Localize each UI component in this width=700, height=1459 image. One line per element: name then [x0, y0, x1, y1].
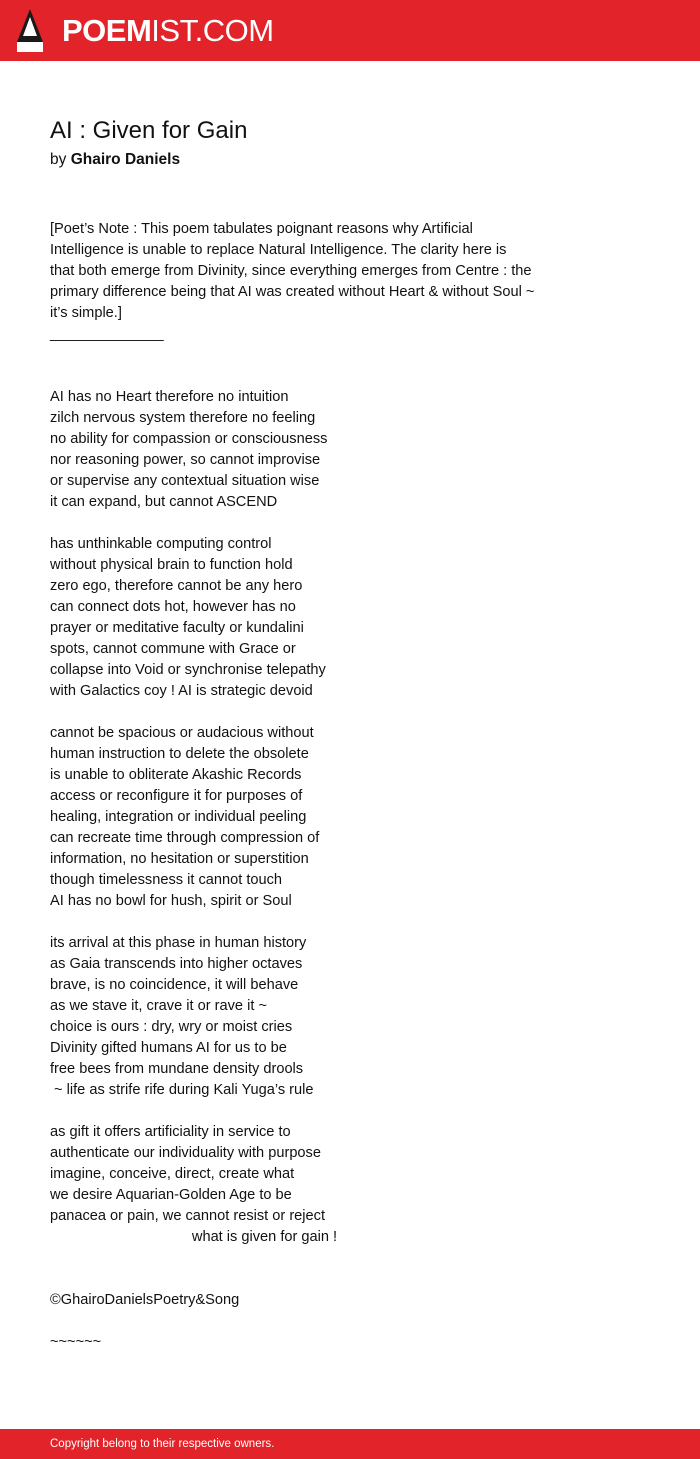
poem-line — [50, 702, 610, 723]
poem-line: ©GhairoDanielsPoetry&Song — [50, 1292, 240, 1308]
poem-line: human instruction to delete the obsolete — [50, 746, 309, 762]
poem-line: [Poet’s Note : This poem tabulates poignant reasons why Artificial — [50, 221, 473, 237]
by-label: by — [50, 151, 67, 168]
poem-line: it can expand, but cannot ASCEND — [50, 494, 278, 510]
poem-line: primary difference being that AI was created without Heart & without Soul ~ — [50, 284, 535, 300]
poem-line: is unable to obliterate Akashic Records — [50, 767, 302, 783]
poem-line: prayer or meditative faculty or kundalini — [50, 620, 304, 636]
poem-line: free bees from mundane density drools — [50, 1061, 304, 1077]
poem-line: panacea or pain, we cannot resist or reject — [50, 1208, 326, 1224]
poem-line: information, no hesitation or superstition — [50, 851, 309, 867]
site-header — [0, 0, 700, 61]
poem-line: no ability for compassion or consciousness — [50, 431, 328, 447]
poem-line: ~ life as strife rife during Kali Yuga’s rule — [50, 1082, 314, 1098]
poem-line: zilch nervous system therefore no feeling — [50, 410, 316, 426]
poem-line: collapse into Void or synchronise telepathy — [50, 662, 326, 678]
poem-line: with Galactics coy ! AI is strategic devoid — [50, 683, 313, 699]
poem-line: what is given for gain ! — [50, 1229, 338, 1245]
poem-line — [50, 1248, 610, 1269]
poem-line — [50, 1311, 610, 1332]
poem-line: AI has no bowl for hush, spirit or Soul — [50, 893, 292, 909]
poem-line — [50, 345, 610, 366]
poem-line: brave, is no coincidence, it will behave — [50, 977, 299, 993]
site-footer — [0, 1429, 700, 1459]
logo-text-bold: POEM — [62, 13, 152, 48]
poem-line: as gift it offers artificiality in service to — [50, 1124, 291, 1140]
poem-line: nor reasoning power, so cannot improvise — [50, 452, 321, 468]
poem-title: AI : Given for Gain — [50, 117, 248, 144]
poem-line — [50, 1101, 610, 1122]
poem-line: can connect dots hot, however has no — [50, 599, 296, 615]
poem-line: as we stave it, crave it or rave it ~ — [50, 998, 267, 1014]
poem-line: imagine, conceive, direct, create what — [50, 1166, 295, 1182]
poem-line: AI has no Heart therefore no intuition — [50, 389, 289, 405]
byline — [50, 150, 610, 170]
poem-line: without physical brain to function hold — [50, 557, 293, 573]
site-logo[interactable] — [62, 11, 274, 51]
poem-line: spots, cannot commune with Grace or — [50, 641, 296, 657]
poem-line: though timelessness it cannot touch — [50, 872, 283, 888]
poem-line — [50, 1269, 610, 1290]
poem-line: cannot be spacious or audacious without — [50, 725, 314, 741]
poem-line: access or reconfigure it for purposes of — [50, 788, 303, 804]
poem-line: that both emerge from Divinity, since everything emerges from Centre : the — [50, 263, 532, 279]
footer-copyright: Copyright belong to their respective owners. — [50, 1438, 275, 1450]
pencil-logo-icon[interactable] — [17, 9, 43, 52]
poem-line: we desire Aquarian-Golden Age to be — [50, 1187, 292, 1203]
poem-line: Intelligence is unable to replace Natural Intelligence. The clarity here is — [50, 242, 507, 258]
logo-text-light: IST.COM — [151, 13, 274, 48]
poem-line: choice is ours : dry, wry or moist cries — [50, 1019, 293, 1035]
poem-line: or supervise any contextual situation wise — [50, 473, 320, 489]
poem-line: its arrival at this phase in human history — [50, 935, 307, 951]
poem-line: authenticate our individuality with purpose — [50, 1145, 321, 1161]
poem-line: zero ego, therefore cannot be any hero — [50, 578, 303, 594]
poem-line: as Gaia transcends into higher octaves — [50, 956, 303, 972]
poem-line — [50, 513, 610, 534]
poem-body — [50, 219, 610, 1353]
poem-line: Divinity gifted humans AI for us to be — [50, 1040, 287, 1056]
author-name: Ghairo Daniels — [70, 151, 181, 168]
poem-line: ~~~~~~ — [50, 1334, 102, 1350]
poem-line: it’s simple.] — [50, 305, 122, 321]
poem-line: ______________ — [50, 326, 164, 342]
poem-header — [50, 112, 610, 170]
poem-line — [50, 912, 610, 933]
poem-line — [50, 366, 610, 387]
poem-line: healing, integration or individual peeling — [50, 809, 307, 825]
poem-line: has unthinkable computing control — [50, 536, 272, 552]
poem-line: can recreate time through compression of — [50, 830, 320, 846]
